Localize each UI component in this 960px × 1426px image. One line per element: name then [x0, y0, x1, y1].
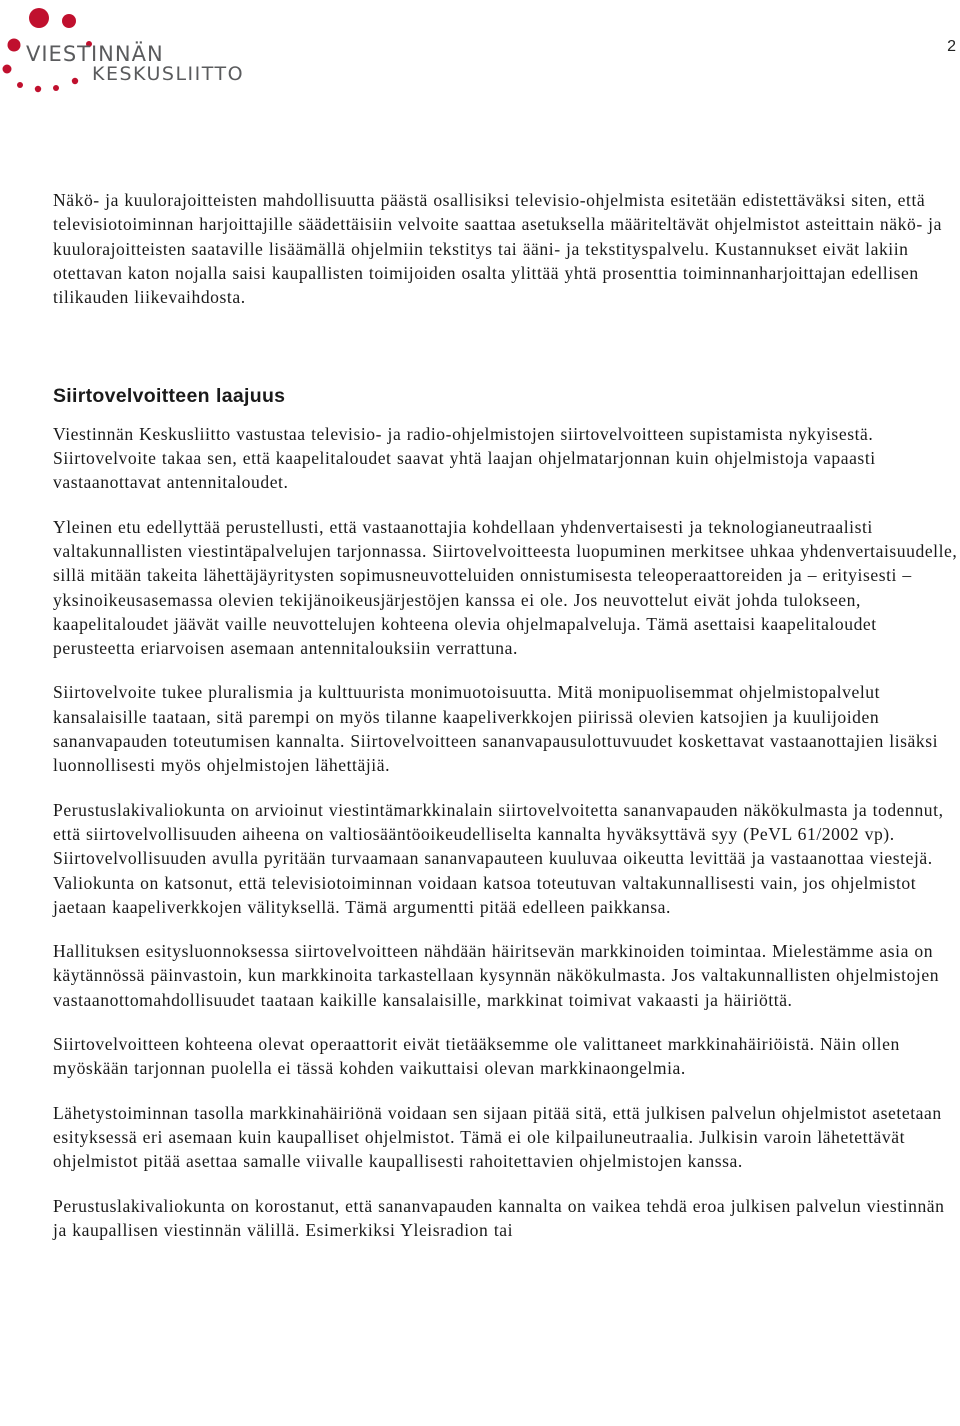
- section-heading: Siirtovelvoitteen laajuus: [53, 385, 286, 408]
- logo-wordmark-line1: VIESTINNÄN: [26, 42, 164, 66]
- body-paragraph: Perustuslakivaliokunta on korostanut, että sananvapauden kannalta on vaikea tehdä eroa julkisen palvelun viestinnän ja kaupallisen viestinnän välillä. Esimerkiksi Yleisradion tai: [53, 1195, 945, 1240]
- logo-wordmark-line2: KESKUSLIITTO: [92, 63, 245, 85]
- document-body: [53, 188, 958, 1242]
- body-paragraph: Hallituksen esitysluonnoksessa siirtovelvoitteen nähdään häiritsevän markkinoiden toimintaa. Mielestämme asia on käytännössä päinvastoin, kun markkinoita tarkastellaan kysynnän näkökulmasta. Jos valtakunnallisten ohjelmistojen vastaanottomahdollisuudet taataan kaikille kansalaisille, markkinat toimivat vakaasti ja häiriöttä.: [53, 941, 940, 1010]
- logo-dot-large: [29, 8, 49, 28]
- logo-dot: [17, 82, 23, 88]
- body-paragraph: Siirtovelvoite tukee pluralismia ja kulttuurista monimuotoisuutta. Mitä monipuolisemmat ohjelmistopalvelut kansalaisille taataan, sitä parempi on myös tilanne kaapeliverkkojen piirissä olevien katsojien ja kuulijoiden sananvapauden toteutumisen kannalta. Siirtovelvoitteen sananvapausulottuvuudet koskettavat vastaanottajien lisäksi luonnollisesti myös ohjelmistojen lähettäjiä.: [53, 682, 939, 776]
- logo-dot: [53, 85, 59, 91]
- body-paragraph: Viestinnän Keskusliitto vastustaa televisio- ja radio-ohjelmistojen siirtovelvoitteen supistamista nykyisestä. Siirtovelvoite takaa sen, että kaapelitaloudet saavat yhtä laajan ohjelmatarjonnan kuin ohjelmistoja vapaasti vastaanottavat antennitaloudet.: [53, 423, 876, 493]
- logo-dot: [8, 39, 21, 52]
- logo-dot: [35, 86, 41, 92]
- logo-dot: [62, 14, 76, 28]
- logo-dot: [72, 78, 78, 84]
- body-paragraph: Lähetystoiminnan tasolla markkinahäiriönä voidaan sen sijaan pitää sitä, että julkisen palvelun ohjelmistot asetetaan esityksessä eri asemaan kuin kaupalliset ohjelmistot. Tämä ei ole kilpailuneutraalia. Julkisin varoin lähetettävät ohjelmistot pitää asettaa samalle viivalle kaupallisesti rahoitettavien ohjelmistojen kanssa.: [53, 1102, 942, 1172]
- body-paragraph: Perustuslakivaliokunta on arvioinut viestintämarkkinalain siirtovelvoitetta sananvapauden näkökulmasta ja todennut, että siirtovelvollisuuden aiheena on valtiosääntöoikeudelliselta kannalta hyväksyttävä syy (PeVL 61/2002 vp). Siirtovelvollisuuden avulla pyritään turvaamaan sananvapauteen kuuluvaa oikeutta levittää ja vastaanottaa viestejä. Valiokunta on katsonut, että televisiotoiminnan voidaan katsoa toteutuvan valtakunnallisesti vain, jos ohjelmistot jaetaan kaapeliverkkojen välityksellä. Tämä argumentti pitää edelleen paikkansa.: [53, 799, 944, 917]
- body-paragraph: Siirtovelvoitteen kohteena olevat operaattorit eivät tietääksemme ole valittaneet markkinahäiriöistä. Näin ollen myöskään tarjonnan puolella ei tässä kohden vaikuttaisi olevan markkinaongelmia.: [53, 1034, 900, 1079]
- logo-dot: [3, 65, 12, 74]
- intro-paragraph: Näkö- ja kuulorajoitteisten mahdollisuutta päästä osallisiksi televisio-ohjelmista esitetään edistettäväksi siten, että televisiotoiminnan harjoittajille säädettäisiin velvoite saattaa asetuksella määriteltävät ohjelmistot asteittain näkö- ja kuulorajoitteisten saataville lisäämällä ohjelmiin tekstitys tai ääni- ja tekstityspalvelu. Kustannukset eivät lakiin otettavan katon nojalla saisi kaupallisten toimijoiden osalta ylittää yhtä prosenttia toiminnanharjoittajan edellisen tilikauden liikevaihdosta.: [53, 190, 942, 308]
- body-paragraph: Yleinen etu edellyttää perustellusti, että vastaanottajia kohdellaan yhdenvertaisesti ja teknologianeutraalisti valtakunnallisten viestintäpalvelujen tarjonnassa. Siirtovelvoitteesta luopuminen merkitsee uhkaa yhdenvertaisuudelle, sillä mitään takeita lähettäjäyritysten sopimusneuvotteluiden onnistumisesta teleoperaattoreiden ja – erityisesti – yksinoikeusasemassa olevien tekijänoikeusjärjestöjen kanssa ei ole. Jos neuvottelut eivät johda tulokseen, kaapelitaloudet jäävät vaille neuvottelujen kohteena olevia ohjelmapalveluja. Tämä asettaisi kaapelitaloudet perusteetta eriarvoisen asemaan antennitalouksiin verrattuna.: [53, 516, 958, 659]
- page-number: 2: [947, 38, 956, 55]
- viestinnan-keskusliitto-logo: [0, 4, 270, 96]
